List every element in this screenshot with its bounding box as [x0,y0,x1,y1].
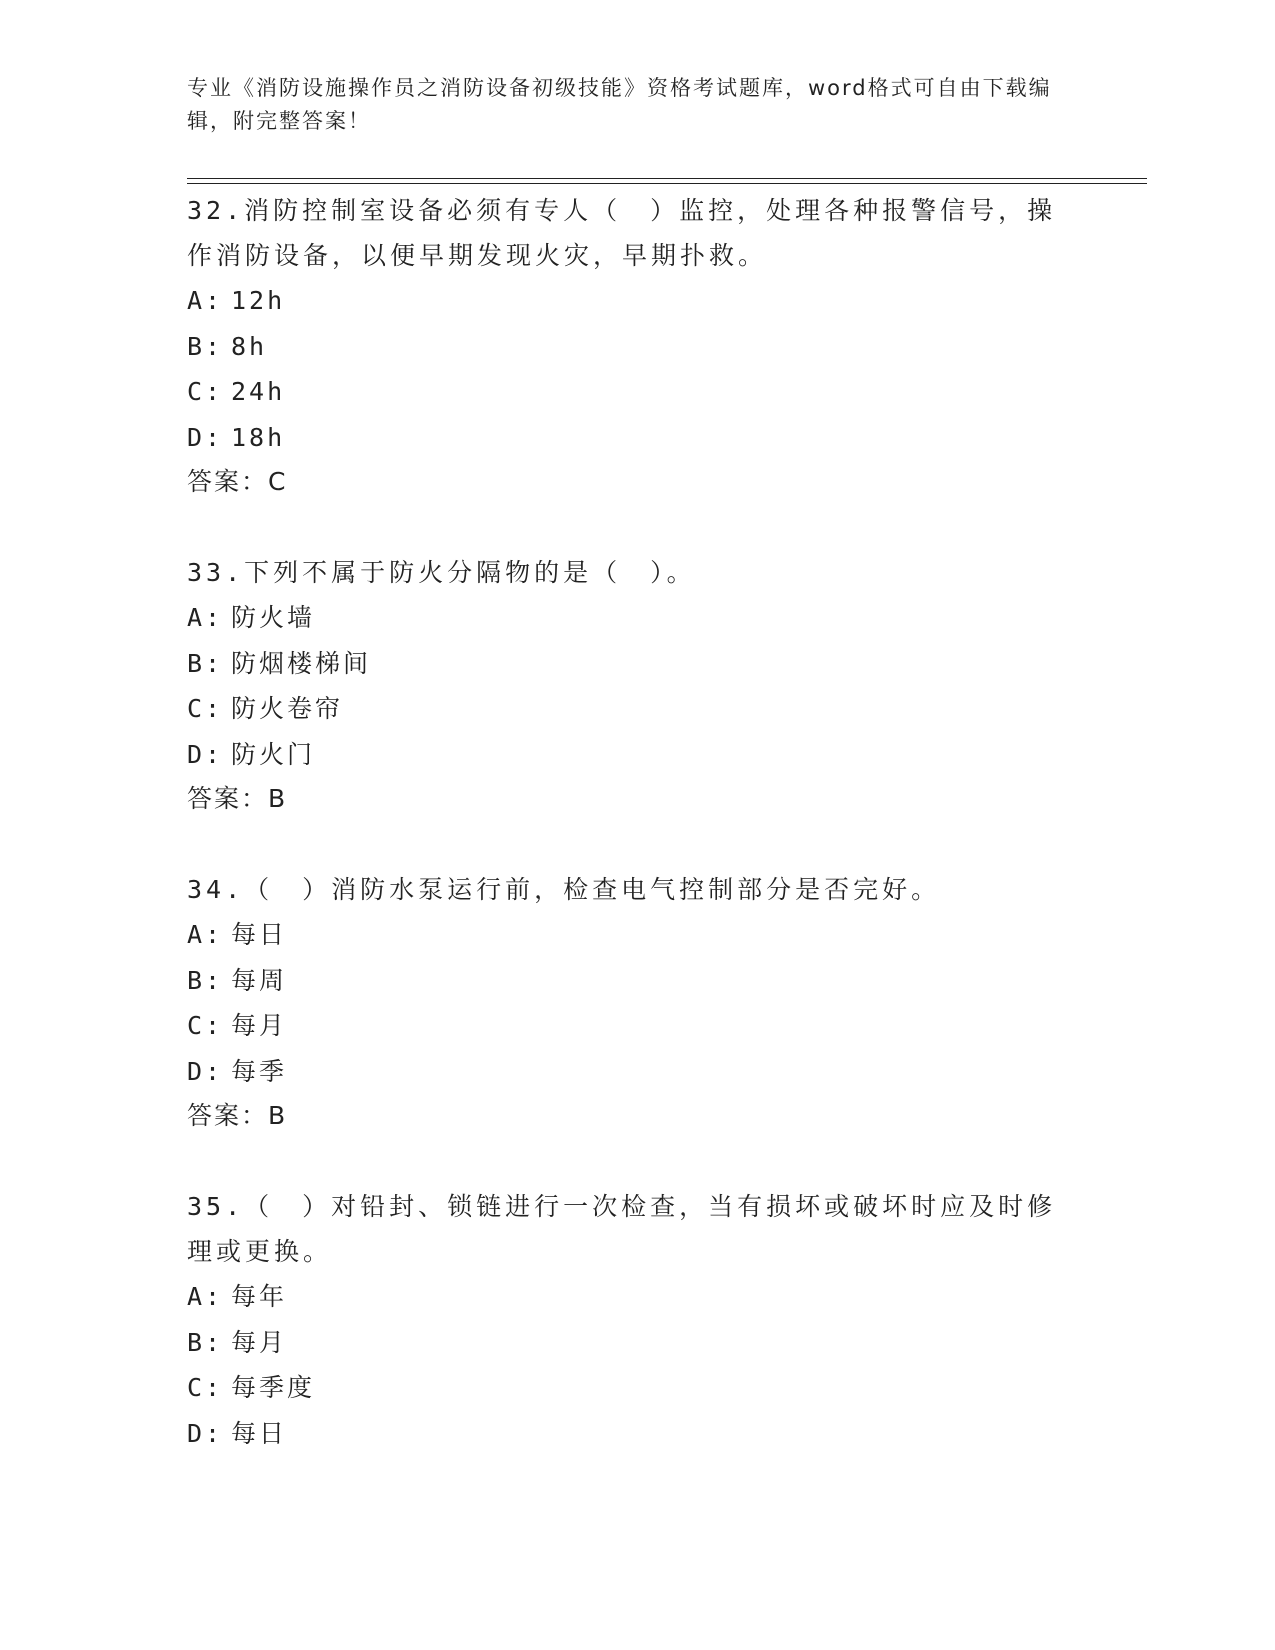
option-d [187,1411,1087,1457]
option-text: 防火门 [231,739,316,769]
header-divider-bottom [187,183,1147,184]
option-text: 防烟楼梯间 [231,648,372,678]
option-letter: B: [187,1327,224,1357]
answer-line: 答案：B [187,784,288,813]
question-34 [187,867,1087,1138]
option-b [187,324,1087,370]
question-stem: 32.消防控制室设备必须有专人（ ）监控，处理各种报警信号，操作消防设备，以便早期发现火灾，早期扑救。 [187,196,1057,270]
option-a [187,1274,1087,1320]
question-33 [187,550,1087,821]
option-text: 12h [231,286,286,315]
question-stem: 34.（ ）消防水泵运行前，检查电气控制部分是否完好。 [187,875,941,904]
option-text: 18h [231,422,286,452]
option-letter: B: [187,331,224,361]
option-c [187,1003,1087,1049]
option-letter: C: [187,1373,224,1402]
question-stem: 35.（ ）对铅封、锁链进行一次检查，当有损坏或破坏时应及时修理或更换。 [187,1192,1057,1266]
answer-line: 答案：B [187,1101,288,1130]
document-intro: 专业《消防设施操作员之消防设备初级技能》资格考试题库，word格式可自由下载编辑，附完整答案！ [187,76,1052,133]
option-letter: D: [187,422,224,452]
answer-line: 答案：C [187,467,288,496]
option-text: 防火墙 [231,603,316,632]
option-text: 每季 [231,1056,288,1086]
option-text: 防火卷帘 [231,694,344,723]
option-d [187,732,1087,778]
question-35 [187,1184,1087,1456]
question-stem: 33.下列不属于防火分隔物的是（ ）。 [187,558,696,587]
option-b [187,958,1087,1004]
option-letter: D: [187,739,224,769]
option-letter: A: [187,1282,224,1311]
option-letter: B: [187,965,224,995]
option-text: 每日 [231,920,288,949]
question-list [187,188,1087,1502]
option-letter: A: [187,286,224,315]
option-letter: D: [187,1056,224,1086]
option-letter: C: [187,377,224,406]
option-text: 每季度 [231,1373,316,1402]
option-text: 8h [231,331,268,361]
option-text: 每日 [231,1418,288,1448]
option-letter: A: [187,603,224,632]
option-d [187,415,1087,461]
option-text: 每月 [231,1327,288,1357]
option-text: 24h [231,377,286,406]
option-a [187,595,1087,641]
option-c [187,369,1087,415]
option-c [187,686,1087,732]
option-letter: C: [187,694,224,723]
option-letter: C: [187,1011,224,1040]
option-d [187,1049,1087,1095]
option-letter: D: [187,1418,224,1448]
option-b [187,641,1087,687]
option-a [187,912,1087,958]
option-letter: A: [187,920,224,949]
option-text: 每周 [231,965,288,995]
question-32 [187,188,1087,504]
option-c [187,1365,1087,1411]
header-divider-top [187,178,1147,179]
option-b [187,1320,1087,1366]
option-letter: B: [187,648,224,678]
option-text: 每月 [231,1011,288,1040]
option-text: 每年 [231,1282,288,1311]
option-a [187,278,1087,324]
